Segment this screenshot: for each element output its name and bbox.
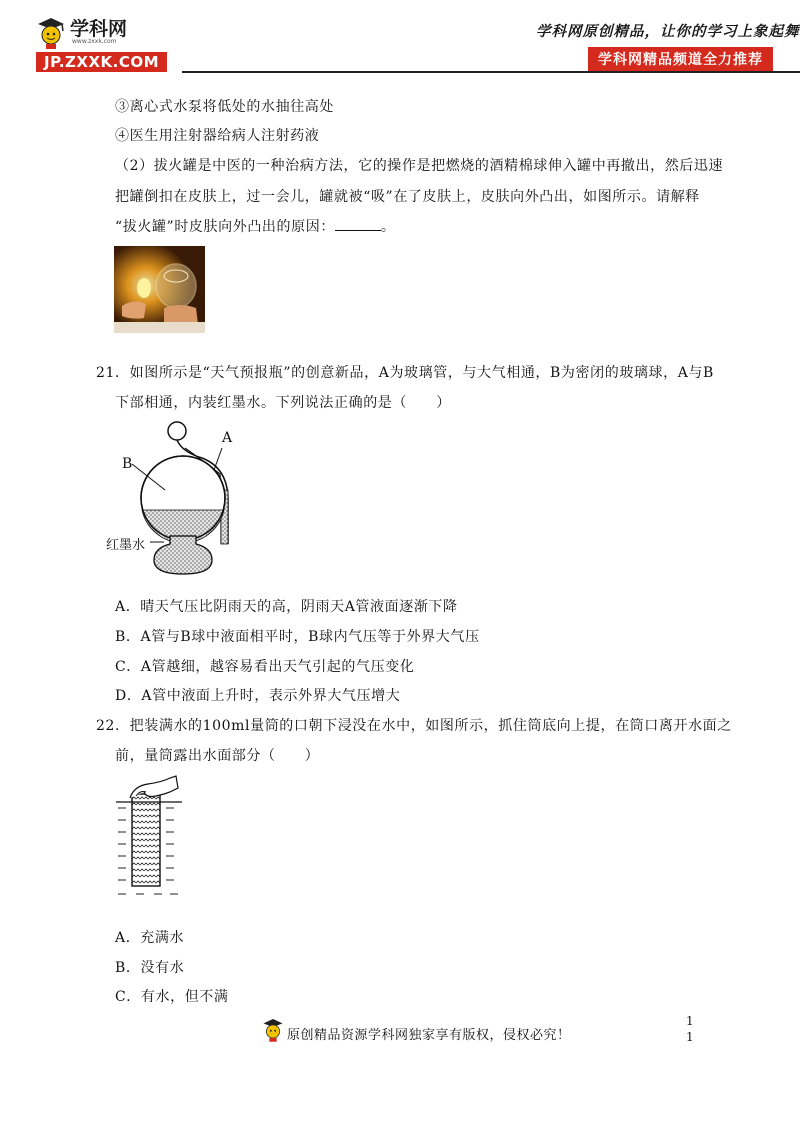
header xyxy=(0,0,800,80)
q21-option-c: C．A管越细，越容易看出天气引起的气压变化 xyxy=(115,659,415,675)
q21-line1: 21．如图所示是“天气预报瓶”的创意新品，A为玻璃管，与大气相通，B为密闭的玻璃球，A与B xyxy=(96,365,714,381)
q22-line1: 22．把装满水的100ml量筒的口朝下浸没在水中，如图所示，抓住筒底向上提，在筒口离开水面之 xyxy=(96,718,732,734)
q20-part2-end: 。 xyxy=(380,219,396,235)
weather-bottle-figure xyxy=(106,418,250,578)
footer-mascot-icon xyxy=(262,1017,284,1043)
q21-option-d: D．A管中液面上升时，表示外界大气压增大 xyxy=(115,688,401,704)
header-divider xyxy=(182,71,800,73)
label-a: A xyxy=(222,430,233,446)
header-slogan: 学科网原创精品，让你的学习上象起舞 xyxy=(536,23,800,40)
q20-part2-prompt: “拔火罐”时皮肤向外凸出的原因： xyxy=(115,219,335,235)
header-banner: 学科网精品频道全力推荐 xyxy=(588,47,773,71)
q22-option-c: C．有水，但不满 xyxy=(115,989,229,1005)
page-number-top: 1 xyxy=(686,1014,694,1028)
q21-option-b: B．A管与B球中液面相平时，B球内气压等于外界大气压 xyxy=(115,629,480,645)
q21-line2: 下部相通，内装红墨水。下列说法正确的是（ ） xyxy=(115,395,451,411)
label-red-ink: 红墨水 xyxy=(106,538,146,553)
cupping-photo xyxy=(114,246,205,333)
q22-option-b: B．没有水 xyxy=(115,960,185,976)
page-number-bottom: 1 xyxy=(686,1030,694,1044)
q20-part2-line2: 把罐倒扣在皮肤上，过一会儿，罐就被“吸”在了皮肤上，皮肤向外凸出，如图所示。请解释 xyxy=(115,189,700,205)
mascot-icon xyxy=(36,16,66,50)
footer-copyright: 原创精品资源学科网独家享有版权，侵权必究！ xyxy=(287,1028,571,1043)
cylinder-figure xyxy=(112,772,192,904)
logo-url: www.zxxk.com xyxy=(72,38,117,45)
option-item-3: ③离心式水泵将低处的水抽往高处 xyxy=(115,99,334,115)
q20-part2-line3 xyxy=(115,217,396,237)
q22-option-a: A．充满水 xyxy=(115,930,185,946)
q22-line2: 前，量筒露出水面部分（ ） xyxy=(115,748,320,764)
logo-name: 学科网 xyxy=(70,18,128,40)
label-b: B xyxy=(122,456,133,472)
q20-part2-line1: （2）拔火罐是中医的一种治病方法，它的操作是把燃烧的酒精棉球伸入罐中再撤出，然后迅速 xyxy=(115,158,724,174)
option-item-4: ④医生用注射器给病人注射药液 xyxy=(115,128,320,144)
logo-domain: JP.ZXXK.COM xyxy=(36,52,167,72)
answer-blank[interactable] xyxy=(335,218,381,231)
q21-option-a: A．晴天气压比阴雨天的高，阴雨天A管液面逐渐下降 xyxy=(115,599,458,615)
